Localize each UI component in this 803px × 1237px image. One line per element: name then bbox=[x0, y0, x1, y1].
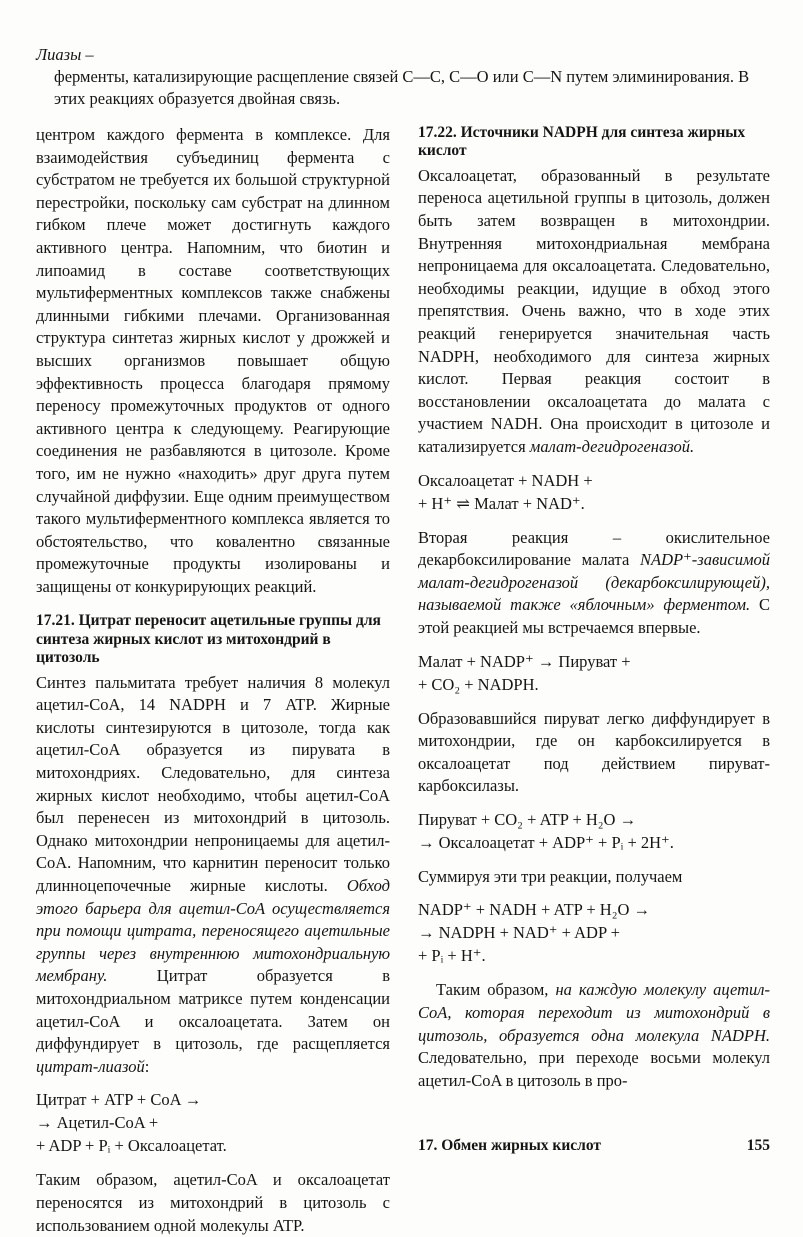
left-paragraph-2: Синтез пальмитата требует наличия 8 молекул ацетил-CoA, 14 NADPH и 7 ATP. Жирные кислоты синтезируются в цитозоле, тогда как ацетил-CoA образуется из пирувата в митохондриях. Следовательно, для синтеза жирных кислот необходимо, чтобы ацетил-CoA был перенесен из митохондрий в цитозоль. Однако митохондрии непроницаемы для ацетил-CoA. Напомним, что карнитин переносит только длинноцепочечные жирные кислоты. Обход этого барьера для ацетил-CoA осуществляется при помощи цитрата, переносящего ацетильные группы через внутреннюю митохондриальную мембрану. Цитрат образуется в митохондриальном матриксе путем конденсации ацетил-CoA и оксалоацетата. Затем он диффундирует в цитозоль, где расщепляется цитрат-лиазой: bbox=[36, 672, 390, 1076]
definition-text: ферменты, катализирующие расщепление связей C—C, C—O или C—N путем элиминирования. В этих реакциях образуется двойная связь. bbox=[54, 67, 750, 108]
equation-pyruvate-carboxylase bbox=[418, 808, 770, 854]
definition-term: Лиазы – bbox=[36, 45, 94, 64]
p2-text-c: Цитрат образуется в митохондриальном матриксе путем конденсации ацетил-CoA и оксалоацетата. Затем он диффундирует в цитозоль, где расщепляется bbox=[36, 966, 390, 1054]
equation-line: + CO₂ + NADPH. bbox=[418, 674, 539, 694]
right-paragraph-1 bbox=[418, 165, 770, 459]
r-p2-text-a: Вторая реакция – окислительное декарбоксилирование малата bbox=[418, 527, 770, 570]
r-p5-text-a: Таким образом, bbox=[436, 980, 549, 1000]
equation-summary bbox=[418, 898, 770, 967]
equation-line: Цитрат + ATP + CoA → bbox=[36, 1090, 202, 1110]
left-column bbox=[36, 124, 390, 1237]
equation-line: + H⁺ ⇌ Малат + NAD⁺. bbox=[418, 493, 585, 513]
page-footer bbox=[418, 1137, 770, 1155]
right-paragraph-4: Суммируя эти три реакции, получаем bbox=[418, 866, 683, 886]
equation-malate-dh bbox=[418, 469, 770, 515]
equation-line: + Pᵢ + H⁺. bbox=[418, 946, 486, 966]
r-p1-text: Оксалоацетат, образованный в результате переноса ацетильной группы в цитозоль, должен быть затем возвращен в митохондрии. Внутренняя митохондриальная мембрана непроницаема для оксалоацетата. Следовательно, необходимы реакции, идущие в обход этого препятствия. Очень важно, что в ходе этих реакций генерируется значительная часть NADPH, необходимого для синтеза жирных кислот. Первая реакция состоит в восстановлении оксалоацетата до малата с участием NADH. Она происходит в цитозоле и катализируется bbox=[418, 165, 770, 456]
r-p5-text-c: Следовательно, при переходе восьми молекул ацетил-CoA в цитозоль в про- bbox=[418, 1048, 770, 1090]
chapter-title: 17. Обмен жирных кислот bbox=[418, 1137, 602, 1154]
equation-malic-enzyme bbox=[418, 650, 770, 696]
right-paragraph-5 bbox=[418, 979, 770, 1092]
equation-line: + ADP + Pᵢ + Оксалоацетат. bbox=[36, 1136, 227, 1156]
left-paragraph-3: Таким образом, ацетил-CoA и оксалоацетат переносятся из митохондрий в цитозоль с использованием одной молекулы ATP. bbox=[36, 1170, 390, 1235]
section-heading-17-22: 17.22. Источники NADPH для синтеза жирных кислот bbox=[418, 124, 746, 160]
p2-text-a: Синтез пальмитата требует наличия 8 молекул ацетил-CoA, 14 NADPH и 7 ATP. Жирные кислоты синтезируются в цитозоле, тогда как ацетил-CoA образуется из пирувата в митохондриях. Следовательно, для синтеза жирных кислот необходимо, чтобы ацетил-CoA был перенесен из митохондрий в цитозоль. Однако митохондрии непроницаемы для ацетил-CoA. Напомним, что карнитин переносит только длинноцепочечные жирные кислоты. bbox=[36, 672, 390, 896]
equation-line: Пируват + CO₂ + ATP + H₂O → bbox=[418, 809, 637, 829]
equation-line: NADP⁺ + NADH + ATP + H₂O → bbox=[418, 900, 650, 920]
left-paragraph-1: центром каждого фермента в комплексе. Для взаимодействия субъединиц фермента с субстратом не требуется их большой структурной перестройки, поскольку сам субстрат на длинном гибком плече может достигнуть каждого активного центра. Напомним, что биотин и липоамид в составе соответствующих мультиферментных комплексов также снабжены длинными гибкими плечами. Организованная структура синтетаз жирных кислот у дрожжей и высших организмов повышает общую эффективность процесса благодаря прямому переносу промежуточных продуктов от одного активного центра к следующему. Реагирующие соединения не разбавляются в цитозоле. Кроме того, им не нужно «находить» друг друга путем случайной диффузии. Еще одним преимуществом такого мультиферментного комплекса является то обстоятельство, что ковалентно связанные промежуточные продукты изолированы и защищены от конкурирующих реакций. bbox=[36, 125, 390, 596]
equation-line: → Оксалоацетат + ADP⁺ + Pᵢ + 2H⁺. bbox=[418, 832, 674, 852]
right-paragraph-2 bbox=[418, 527, 770, 640]
r-p2-text-c: С этой реакцией мы встречаемся впервые. bbox=[418, 595, 770, 637]
right-paragraph-3: Образовавшийся пируват легко диффундирует в митохондрии, где он карбоксилируется в оксалоацетат под действием пируват-карбоксилазы. bbox=[418, 708, 770, 796]
r-p1-enzyme: малат-дегидрогеназой. bbox=[529, 436, 695, 456]
equation-line: Оксалоацетат + NADH + bbox=[418, 470, 593, 490]
p2-enzyme: цитрат-лиазой bbox=[36, 1056, 145, 1076]
equation-citrate-lyase bbox=[36, 1088, 390, 1157]
section-heading-17-21: 17.21. Цитрат переносит ацетильные группы для синтеза жирных кислот из митохондрий в цитозоль bbox=[36, 612, 381, 667]
right-column bbox=[418, 124, 770, 1092]
equation-line: → NADPH + NAD⁺ + ADP + bbox=[418, 923, 620, 943]
r-p2-enzyme: NADP⁺-зависимой малат-дегидрогеназой (декарбоксилирующей), называемой также «яблочным» ферментом. bbox=[418, 550, 770, 615]
equation-line: Малат + NADP⁺ → Пируват + bbox=[418, 651, 631, 671]
p2-emphasis: Обход этого барьера для ацетил-CoA осуществляется при помощи цитрата, переносящего ацетильные группы через внутреннюю митохондриальную мембрану. bbox=[36, 876, 390, 986]
lyase-definition bbox=[36, 44, 776, 110]
page-number: 155 bbox=[746, 1137, 770, 1154]
equation-line: → Ацетил-CoA + bbox=[36, 1113, 159, 1133]
r-p5-emphasis: на каждую молекулу ацетил-CoA, которая переходит из митохондрий в цитозоль, образуется одна молекула NADPH. bbox=[418, 980, 770, 1045]
